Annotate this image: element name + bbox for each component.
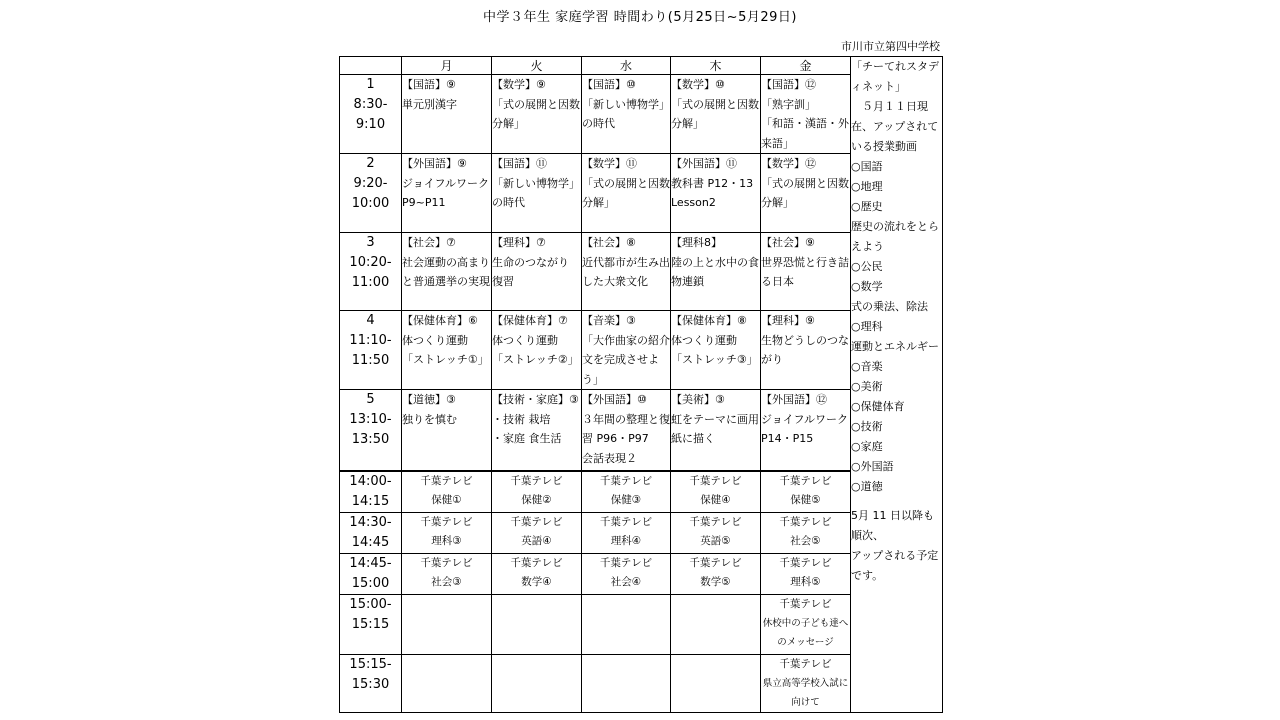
tv-cell xyxy=(761,512,851,553)
lesson-topic: 虹をテーマに画用紙に描く xyxy=(671,412,759,446)
sidebar-subject: ○保健体育 xyxy=(851,400,905,413)
tv-cell xyxy=(492,512,582,553)
tv-program: 理科③ xyxy=(431,534,462,547)
lesson-subject: 【数学】⑩ xyxy=(671,78,725,91)
lesson-subject: 【理科8】 xyxy=(671,236,722,250)
tv-cell xyxy=(402,594,492,654)
tv-channel: 千葉テレビ xyxy=(599,556,653,569)
sidebar-subject: ○家庭 xyxy=(851,440,883,453)
period-end: 9:10 xyxy=(355,117,386,132)
tv-time xyxy=(340,471,402,513)
tv-cell xyxy=(761,553,851,594)
lesson-subject: 【保健体育】⑧ xyxy=(671,314,747,328)
tv-time xyxy=(340,594,402,654)
tv-channel: 千葉テレビ xyxy=(689,556,742,569)
tv-time xyxy=(340,512,402,553)
day-header-row xyxy=(340,57,943,75)
lesson-topic: 独りを慎む xyxy=(402,412,457,426)
day-header: 水 xyxy=(582,57,671,75)
lesson-subject: 【技術・家庭】③ xyxy=(492,393,579,407)
lesson-cell xyxy=(582,390,671,471)
tv-program: 保健③ xyxy=(610,493,642,506)
sidebar-subject: ○国語 xyxy=(851,160,883,173)
lesson-cell xyxy=(492,311,582,390)
sidebar-intro: ５月１１日現在、アップされている授業動画 xyxy=(851,100,939,153)
lesson-cell xyxy=(492,75,582,154)
lesson-cell xyxy=(402,233,492,311)
day-header: 火 xyxy=(492,57,582,75)
tv-channel: 千葉テレビ xyxy=(599,515,653,528)
lesson-topic: ・家庭 食生活 xyxy=(492,432,562,446)
lesson-subject: 【理科】⑨ xyxy=(761,314,815,328)
tv-cell xyxy=(761,594,851,654)
lesson-topic: P9~P11 xyxy=(402,196,446,210)
lesson-topic: 教科書 P12・13 xyxy=(671,176,754,190)
period-end: 10:00 xyxy=(351,196,390,212)
sidebar-intro: 「チーてれスタディネット」 xyxy=(851,60,939,93)
lesson-cell xyxy=(582,154,671,233)
period-start: 13:10- xyxy=(349,412,392,428)
lesson-topic: 「ストレッチ③」 xyxy=(671,353,758,367)
lesson-subject: 【社会】⑧ xyxy=(582,236,636,250)
sidebar-subject: ○地理 xyxy=(851,180,883,193)
lesson-subject: 【外国語】⑪ xyxy=(671,157,737,171)
period-end: 11:50 xyxy=(351,353,390,369)
lesson-subject: 【国語】⑩ xyxy=(582,78,636,91)
tv-cell xyxy=(402,553,492,594)
period-label xyxy=(340,311,402,390)
lesson-topic: 体つくり運動 xyxy=(671,333,737,347)
lesson-cell xyxy=(402,390,492,471)
lesson-topic: 復習 xyxy=(492,275,514,289)
lesson-topic: 社会運動の高まりと普通選挙の実現 xyxy=(402,255,490,289)
lesson-subject: 【保健体育】⑦ xyxy=(492,314,568,328)
lesson-topic: 「熟字訓」 xyxy=(761,97,816,111)
lesson-cell xyxy=(671,390,761,471)
lesson-subject: 【国語】⑫ xyxy=(761,78,816,91)
tv-time xyxy=(340,553,402,594)
lesson-cell xyxy=(402,75,492,154)
tv-channel: 千葉テレビ xyxy=(599,474,653,487)
tv-cell xyxy=(582,471,671,513)
period-end: 13:50 xyxy=(351,432,390,448)
tv-cell xyxy=(582,512,671,553)
lesson-subject: 【音楽】③ xyxy=(582,314,636,328)
period-start: 11:10- xyxy=(349,333,392,349)
period-end: 11:00 xyxy=(351,275,390,291)
lesson-topic: 生物どうしのつながり xyxy=(761,333,849,367)
tv-cell xyxy=(492,594,582,654)
lesson-topic: 近代都市が生み出した大衆文化 xyxy=(582,255,670,289)
tv-time-start: 15:00- xyxy=(349,596,392,612)
lesson-subject: 【社会】⑦ xyxy=(402,236,456,250)
lesson-subject: 【美術】③ xyxy=(671,393,725,407)
tv-cell xyxy=(761,654,851,712)
period-start: 10:20- xyxy=(349,255,392,271)
lesson-subject: 【理科】⑦ xyxy=(492,236,546,250)
tv-cell xyxy=(671,654,761,712)
corner-cell xyxy=(340,57,402,75)
tv-time-end: 15:00 xyxy=(351,575,390,591)
sidebar-subject: ○音楽 xyxy=(851,360,883,373)
tv-program: 理科④ xyxy=(610,534,642,547)
tv-program: 英語⑤ xyxy=(700,534,731,547)
tv-cell xyxy=(492,471,582,513)
period-label xyxy=(340,390,402,471)
tv-channel: 千葉テレビ xyxy=(689,474,742,487)
sidebar-subject: 式の乗法、除法 xyxy=(851,300,928,313)
lesson-cell xyxy=(402,154,492,233)
tv-channel: 千葉テレビ xyxy=(420,556,473,569)
period-label xyxy=(340,154,402,233)
tv-channel: 千葉テレビ xyxy=(510,474,563,487)
tv-cell xyxy=(671,594,761,654)
period-label xyxy=(340,233,402,311)
lesson-topic: 会話表現２ xyxy=(582,451,637,465)
lesson-subject: 【道徳】③ xyxy=(402,393,456,407)
tv-time-end: 14:15 xyxy=(351,493,390,509)
lesson-topic: ジョイフルワーク xyxy=(761,412,849,426)
sidebar-footer: アップされる予定です。 xyxy=(851,549,939,582)
tv-time-start: 14:30- xyxy=(349,514,392,530)
lesson-cell xyxy=(761,154,851,233)
period-num: 3 xyxy=(366,235,375,251)
tv-cell xyxy=(582,594,671,654)
lesson-topic: 「ストレッチ①」 xyxy=(402,353,489,367)
lesson-cell xyxy=(671,75,761,154)
lesson-topic: 世界恐慌と行き詰る日本 xyxy=(761,255,849,289)
tv-program: 保健① xyxy=(431,493,462,506)
tv-cell xyxy=(492,553,582,594)
day-header: 木 xyxy=(671,57,761,75)
lesson-topic: 体つくり運動 xyxy=(492,333,558,347)
tv-program: 数学④ xyxy=(521,575,552,588)
tv-program: 休校中の子ども達へのメッセージ xyxy=(762,617,849,648)
lesson-subject: 【外国語】⑩ xyxy=(582,393,647,407)
sidebar-subject: ○歴史 xyxy=(851,200,883,213)
tv-cell xyxy=(402,512,492,553)
sidebar-subject: ○外国語 xyxy=(851,460,894,473)
sidebar-subject: ○道徳 xyxy=(851,480,883,493)
period-label xyxy=(340,75,402,154)
day-header: 金 xyxy=(761,57,851,75)
tv-program: 県立高等学校入試に向けて xyxy=(762,677,849,708)
lesson-cell xyxy=(671,311,761,390)
tv-cell xyxy=(761,471,851,513)
tv-channel: 千葉テレビ xyxy=(779,515,832,528)
lesson-topic: 「式の展開と因数分解」 xyxy=(671,97,759,130)
tv-channel: 千葉テレビ xyxy=(420,474,473,487)
sidebar-subject: 歴史の流れをとらえよう xyxy=(851,220,939,253)
tv-program: 社会⑤ xyxy=(790,534,821,547)
lesson-topic: 「新しい博物学」の時代 xyxy=(492,176,580,210)
lesson-topic: 「式の展開と因数分解」 xyxy=(761,176,849,210)
page-title: 中学３年生 家庭学習 時間わり(5月25日~5月29日) xyxy=(483,10,797,25)
lesson-topic: 「和語・漢語・外来語」 xyxy=(761,117,849,150)
tv-time-start: 14:00- xyxy=(349,473,392,489)
sidebar-subject: ○理科 xyxy=(851,320,883,333)
tv-time-end: 15:15 xyxy=(351,616,390,632)
sidebar-subject: ○技術 xyxy=(851,420,883,433)
lesson-cell xyxy=(582,311,671,390)
lesson-cell xyxy=(761,311,851,390)
lesson-cell xyxy=(761,75,851,154)
lesson-topic: 「ストレッチ②」 xyxy=(492,353,579,367)
lesson-subject: 【数学】⑫ xyxy=(761,157,816,171)
tv-program: 保健② xyxy=(521,493,552,506)
tv-time-start: 15:15- xyxy=(349,656,392,672)
tv-program: 数学⑤ xyxy=(700,575,731,588)
lesson-cell xyxy=(761,233,851,311)
period-num: 4 xyxy=(366,313,375,329)
tv-time-start: 14:45- xyxy=(349,555,392,571)
timetable xyxy=(339,56,943,713)
lesson-topic: ジョイフルワーク xyxy=(402,176,490,190)
sidebar-footer: 5月 11 日以降も順次、 xyxy=(851,509,934,542)
lesson-topic: 生命のつながり xyxy=(492,255,569,269)
period-num: 2 xyxy=(366,156,375,172)
lesson-cell xyxy=(492,390,582,471)
lesson-topic: 「新しい博物学」の時代 xyxy=(582,97,670,130)
lesson-topic: 体つくり運動 xyxy=(402,333,468,347)
tv-cell xyxy=(671,471,761,513)
tv-program: 英語④ xyxy=(521,534,552,547)
lesson-topic: ・技術 栽培 xyxy=(492,412,551,426)
lesson-cell xyxy=(402,311,492,390)
lesson-topic: 「式の展開と因数分解」 xyxy=(582,176,670,210)
tv-cell xyxy=(671,553,761,594)
lesson-cell xyxy=(761,390,851,471)
tv-cell xyxy=(582,654,671,712)
tv-program: 保健④ xyxy=(700,493,731,506)
lesson-subject: 【数学】⑨ xyxy=(492,78,546,91)
tv-channel: 千葉テレビ xyxy=(510,515,563,528)
sidebar-subject: ○公民 xyxy=(851,260,883,273)
tv-program: 保健⑤ xyxy=(790,493,821,506)
lesson-subject: 【社会】⑨ xyxy=(761,236,815,250)
sidebar-subject: 運動とエネルギー xyxy=(851,340,939,353)
lesson-cell xyxy=(582,233,671,311)
tv-cell xyxy=(582,553,671,594)
lesson-cell xyxy=(582,75,671,154)
lesson-cell xyxy=(492,154,582,233)
lesson-topic: 陸の上と水中の食物連鎖 xyxy=(671,255,759,289)
tv-channel: 千葉テレビ xyxy=(689,515,742,528)
lesson-subject: 【国語】⑪ xyxy=(492,157,547,171)
tv-channel: 千葉テレビ xyxy=(779,657,832,670)
tv-channel: 千葉テレビ xyxy=(510,556,563,569)
lesson-cell xyxy=(671,154,761,233)
lesson-topic: ３年間の整理と復習 P96・P97 xyxy=(582,412,670,446)
lesson-topic: 単元別漢字 xyxy=(402,97,457,111)
tv-cell xyxy=(402,471,492,513)
tv-program: 社会③ xyxy=(431,575,462,588)
tv-channel: 千葉テレビ xyxy=(420,515,473,528)
lesson-subject: 【国語】⑨ xyxy=(402,78,456,91)
tv-channel: 千葉テレビ xyxy=(779,556,832,569)
lesson-subject: 【外国語】⑫ xyxy=(761,393,827,407)
lesson-topic: 「大作曲家の紹介文を完成させよう」 xyxy=(582,333,670,386)
period-num: 1 xyxy=(366,77,375,92)
tv-channel: 千葉テレビ xyxy=(779,474,832,487)
lesson-subject: 【外国語】⑨ xyxy=(402,157,467,171)
sidebar-notes xyxy=(851,57,943,713)
lesson-cell xyxy=(671,233,761,311)
lesson-topic: P14・P15 xyxy=(761,432,814,446)
tv-cell xyxy=(671,512,761,553)
tv-time-end: 14:45 xyxy=(351,534,390,550)
lesson-subject: 【保健体育】⑥ xyxy=(402,314,478,328)
school-name: 市川市立第四中学校 xyxy=(841,40,940,53)
lesson-topic: Lesson2 xyxy=(671,196,716,210)
tv-channel: 千葉テレビ xyxy=(779,597,832,610)
tv-time xyxy=(340,654,402,712)
tv-cell xyxy=(402,654,492,712)
tv-program: 理科⑤ xyxy=(790,575,821,588)
period-start: 8:30- xyxy=(353,97,388,112)
lesson-topic: 「式の展開と因数分解」 xyxy=(492,97,580,130)
period-start: 9:20- xyxy=(353,176,388,192)
day-header: 月 xyxy=(402,57,492,75)
sidebar-subject: ○美術 xyxy=(851,380,883,393)
period-num: 5 xyxy=(366,392,375,408)
tv-program: 社会④ xyxy=(610,575,642,588)
lesson-cell xyxy=(492,233,582,311)
lesson-subject: 【数学】⑪ xyxy=(582,157,637,171)
sidebar-subject: ○数学 xyxy=(851,280,883,293)
tv-time-end: 15:30 xyxy=(351,676,390,692)
tv-cell xyxy=(492,654,582,712)
